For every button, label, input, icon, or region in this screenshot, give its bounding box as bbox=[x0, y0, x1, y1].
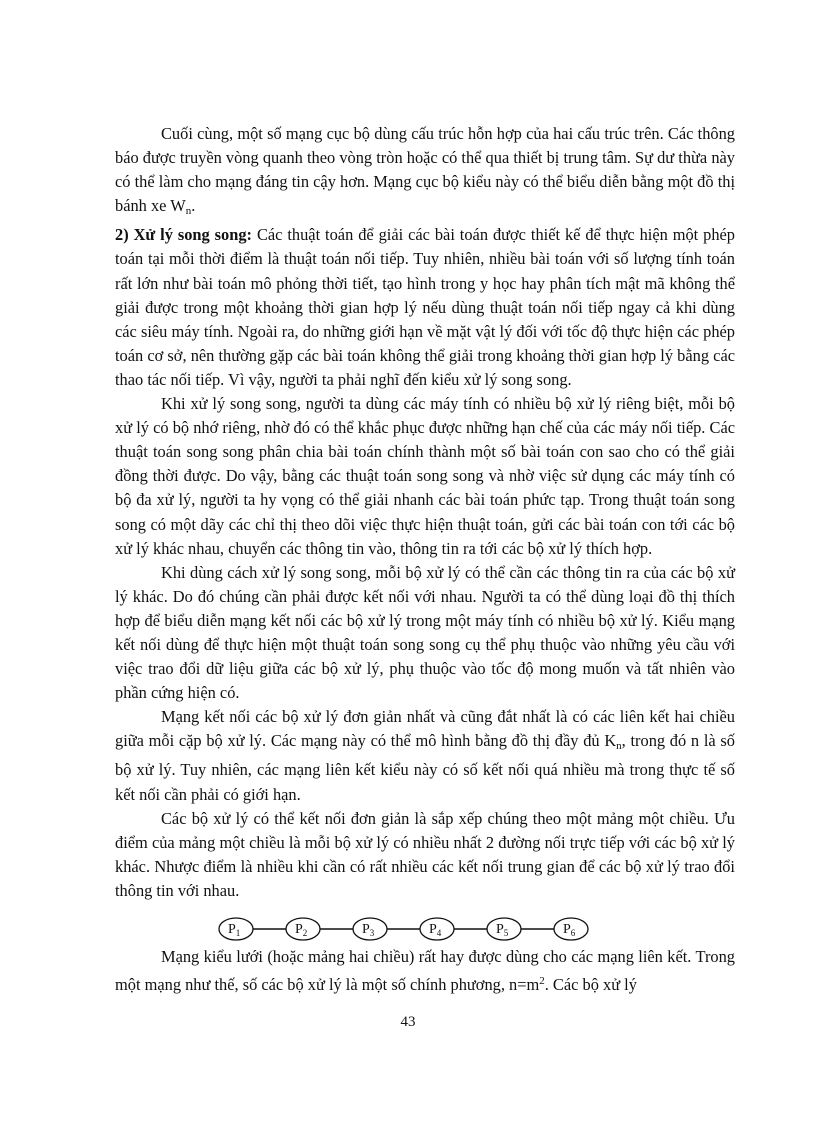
section-heading: 2) Xử lý song song: bbox=[115, 225, 253, 245]
processor-node bbox=[353, 918, 387, 940]
processor-node bbox=[554, 918, 588, 940]
processor-node bbox=[219, 918, 253, 940]
paragraph-mesh-network bbox=[115, 945, 735, 997]
paragraph-text: Mạng kết nối các bộ xử lý đơn giản nhất và cũng đắt nhất là có các liên kết hai chiều giữa mỗi cặp bộ xử lý. Các mạng này có thể mô hình bằng đồ thị đầy đủ K bbox=[115, 707, 735, 751]
paragraph-text: Mạng kiểu lưới (hoặc mảng hai chiều) rất hay được dùng cho các mạng liên kết. Trong một mạng như thế, số các bộ xử lý là một số chính phương, n=m bbox=[115, 947, 735, 995]
subscript: n bbox=[616, 740, 622, 753]
paragraph-text: Khi xử lý song song, người ta dùng các máy tính có nhiều bộ xử lý riêng biệt, mỗi bộ xử lý có bộ nhớ riêng, nhờ đó có thể khắc phục được những hạn chế của các máy nối tiếp. Các thuật toán song song phân chia bài toán chính thành một số bài toán con sao cho có thể giải đồng thời được. Do vậy, bằng các thuật toán song song và nhờ việc sử dụng các máy tính có bộ đa xử lý, người ta hy vọng có thể giải nhanh các bài toán phức tạp. Trong thuật toán song song có một dãy các chỉ thị theo dõi việc thực hiện thuật toán, gửi các bài toán con tới các bộ xử lý khác nhau, chuyển các thông tin vào, thông tin ra tới các bộ xử lý thích hợp. bbox=[115, 394, 735, 558]
processor-node bbox=[487, 918, 521, 940]
paragraph-text: . Các bộ xử lý bbox=[544, 975, 637, 995]
processor-label: $P_3$ bbox=[362, 922, 375, 938]
processor-node bbox=[420, 918, 454, 940]
processor-label: $P_1$ bbox=[228, 922, 241, 938]
processor-label: $P_4$ bbox=[429, 922, 442, 938]
body-text-continued bbox=[115, 945, 735, 997]
processor-label: $P_6$ bbox=[563, 922, 576, 938]
page-number: 43 bbox=[400, 1014, 416, 1030]
paragraph-text: Các bộ xử lý có thể kết nối đơn giản là sắp xếp chúng theo một mảng một chiều. Ưu điểm của mảng một chiều là mỗi bộ xử lý có nhiều nhất 2 đường nối trực tiếp với các bộ xử lý khác. Nhược điểm là nhiều khi cần có rất nhiều các kết nối trung gian để các bộ xử lý trao đổi thông tin với nhau. bbox=[115, 808, 735, 900]
superscript: 2 bbox=[539, 975, 545, 988]
paragraph-text: Cuối cùng, một số mạng cục bộ dùng cấu trúc hỗn hợp của hai cấu trúc trên. Các thông báo được truyền vòng quanh theo vòng tròn hoặc có thể qua thiết bị trung tâm. Sự dư thừa này có thể làm cho mạng đáng tin cậy hơn. Mạng cục bộ kiểu này có thể biểu diễn bằng một đồ thị bánh xe W bbox=[115, 124, 735, 216]
paragraph-end: . bbox=[191, 196, 196, 216]
processor-node bbox=[286, 918, 320, 940]
paragraph-text: Các thuật toán để giải các bài toán được thiết kế để thực hiện một phép toán tại mỗi thời điểm là thuật toán nối tiếp. Tuy nhiên, nhiều bài toán với số lượng tính toán rất lớn như bài toán mô phỏng thời tiết, tạo hình trong y học hay phân tích mật mã không thể giải được trong một khoảng thời gian hợp lý nếu dùng thuật toán nối tiếp ngay cả khi dùng các siêu máy tính. Ngoài ra, do những giới hạn về mặt vật lý đối với tốc độ thực hiện các phép toán cơ sở, nên thường gặp các bài toán không thể giải trong khoảng thời gian hợp lý bằng các thao tác nối tiếp. Vì vậy, người ta phải nghĩ đến kiểu xử lý song song. bbox=[115, 225, 735, 389]
processor-label: $P_5$ bbox=[496, 922, 509, 938]
processor-label: $P_2$ bbox=[295, 922, 308, 938]
paragraph-text: , trong đó n là số bộ xử lý. Tuy nhiên, các mạng liên kết kiểu này có số kết nối quá nhiều mà trong thực tế số kết nối cần phải có giới hạn. bbox=[115, 731, 735, 804]
paragraph-text: Khi dùng cách xử lý song song, mỗi bộ xử lý có thể cần các thông tin ra của các bộ xử lý khác. Do đó chúng cần phải được kết nối với nhau. Người ta có thể dùng loại đồ thị thích hợp để biểu diễn mạng kết nối các bộ xử lý trong một máy tính có nhiều bộ xử lý. Kiểu mạng kết nối dùng để thực hiện một thuật toán song song cụ thể phụ thuộc vào những yêu cầu với việc trao đổi dữ liệu giữa các bộ xử lý, phụ thuộc vào tốc độ mong muốn và tất nhiên vào phần cứng hiện có. bbox=[115, 562, 735, 703]
subscript: n bbox=[185, 205, 192, 218]
